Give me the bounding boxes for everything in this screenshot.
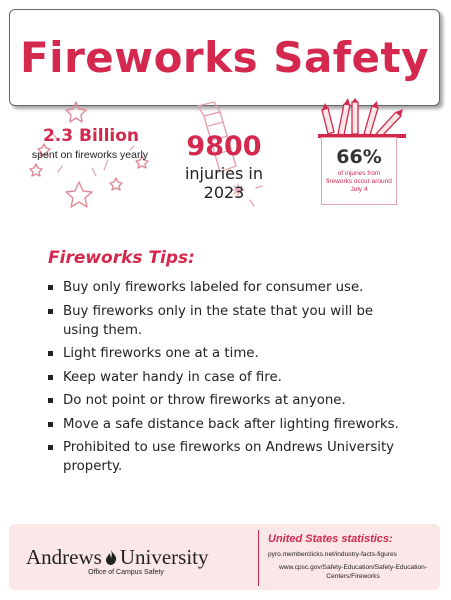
list-item <box>48 278 408 297</box>
footer-divider <box>258 530 259 586</box>
tips-heading: Fireworks Tips: <box>48 248 195 268</box>
stat-injuries-text: injuries in 2023 <box>184 164 264 202</box>
list-item <box>48 302 408 340</box>
tip-text: Do not point or throw fireworks at anyone. <box>63 393 346 408</box>
source-link-pyro[interactable]: pyro.memberclicks.net/industry-facts-figures <box>268 551 397 558</box>
list-item <box>48 344 408 363</box>
flame-logo-icon <box>103 549 119 566</box>
bullet-icon <box>48 351 53 356</box>
stat-july-text: of injuries from fireworks occur around July 4 <box>326 170 392 193</box>
bullet-icon <box>48 375 53 380</box>
tip-text: Buy fireworks only in the state that you will be using them. <box>63 303 374 338</box>
title-box <box>9 9 440 106</box>
stat-july-number: 66% <box>336 146 382 168</box>
list-item <box>48 438 408 476</box>
bullet-icon <box>48 398 53 403</box>
university-logo <box>26 545 246 570</box>
logo-subtitle: Office of Campus Safety <box>88 569 164 576</box>
page-title: Fireworks Safety <box>19 33 429 82</box>
tips-list <box>48 278 408 481</box>
bullet-icon <box>48 285 53 290</box>
list-item <box>48 391 408 410</box>
stat-spending-number: 2.3 Billion <box>42 126 140 146</box>
source-link-cpsc[interactable]: www.cpsc.gov/Safety-Education/Safety-Education-Centers/Fireworks <box>278 564 428 580</box>
logo-word-andrews: Andrews <box>26 545 102 569</box>
tip-text: Prohibited to use fireworks on Andrews University property. <box>63 440 395 474</box>
tip-text: Move a safe distance back after lighting fireworks. <box>63 416 399 432</box>
logo-word-university: University <box>119 545 209 569</box>
stats-heading: United States statistics: <box>268 533 393 545</box>
tip-text: Keep water handy in case of fire. <box>63 369 282 385</box>
bullet-icon <box>48 422 53 427</box>
firework-box-icon <box>306 98 416 140</box>
list-item <box>48 368 408 387</box>
bullet-icon <box>48 309 53 314</box>
tip-text: Buy only fireworks labeled for consumer use. <box>63 280 364 295</box>
stat-injuries-number: 9800 <box>186 131 262 162</box>
bullet-icon <box>48 445 53 450</box>
tip-text: Light fireworks one at a time. <box>63 346 259 361</box>
stat-spending-text: spent on fireworks yearly <box>31 149 149 161</box>
list-item <box>48 415 408 434</box>
